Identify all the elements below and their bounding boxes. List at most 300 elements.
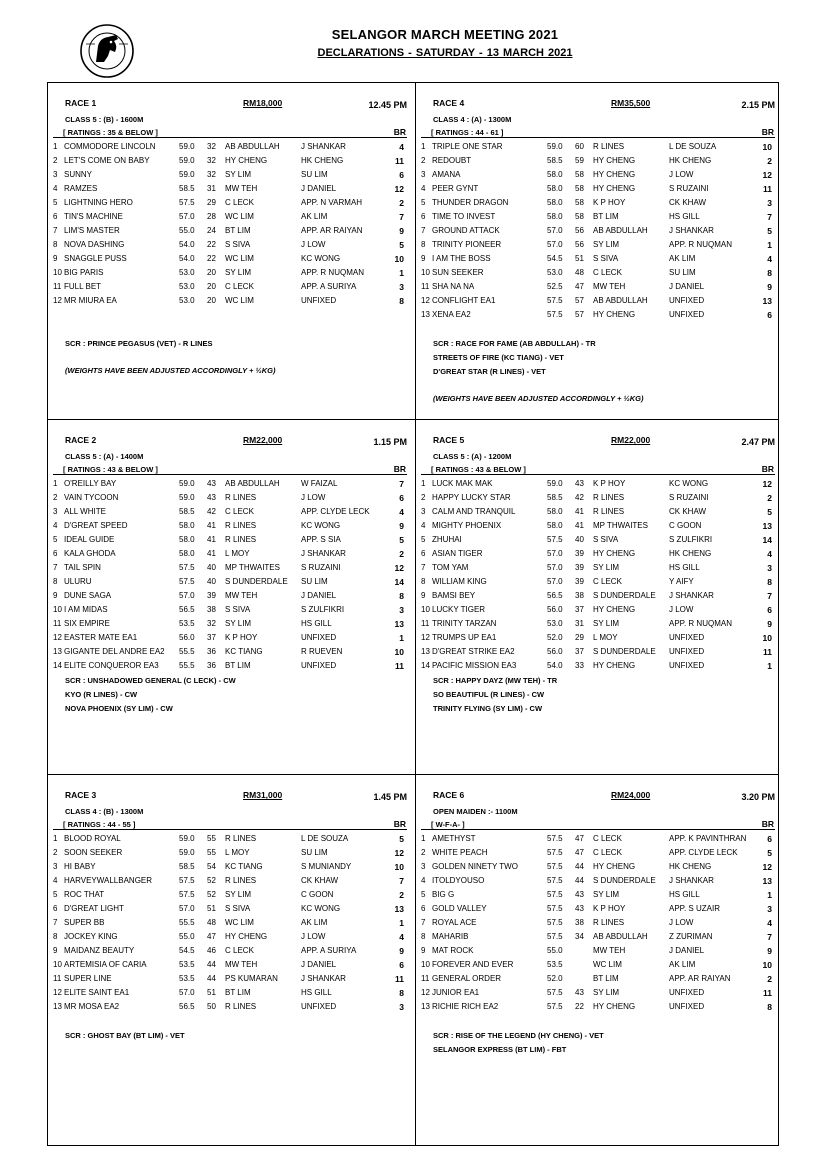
runner-row	[48, 575, 414, 589]
rating: 41	[207, 521, 216, 530]
jockey: AB ABDULLAH	[593, 296, 648, 305]
trainer: HS GILL	[669, 563, 700, 572]
trainer: HK CHENG	[669, 156, 712, 165]
jockey: SY LIM	[593, 240, 620, 249]
weight: 59.0	[179, 848, 195, 857]
jockey: SY LIM	[593, 563, 620, 572]
rating: 29	[207, 198, 216, 207]
barrier: 5	[399, 535, 404, 545]
jockey: R LINES	[225, 535, 257, 544]
runner-number: 3	[53, 862, 58, 871]
trainer: S RUZAINI	[669, 184, 709, 193]
horse-name: CALM AND TRANQUIL	[432, 507, 516, 516]
weight: 53.0	[547, 619, 563, 628]
trainer: J LOW	[301, 932, 326, 941]
trainer: KC WONG	[301, 904, 341, 913]
barrier: 4	[399, 142, 404, 152]
runner-row	[416, 224, 782, 238]
runner-row	[48, 860, 414, 874]
horse-name: THUNDER DRAGON	[432, 198, 509, 207]
runner-row	[48, 958, 414, 972]
scratching-note: SO BEAUTIFUL (R LINES) - CW	[433, 690, 545, 699]
club-logo	[72, 22, 142, 80]
horse-name: IDEAL GUIDE	[64, 535, 115, 544]
barrier: 13	[762, 876, 772, 886]
barrier: 6	[767, 834, 772, 844]
barrier: 14	[394, 577, 404, 587]
trainer: J SHANKAR	[669, 226, 714, 235]
trainer: L DE SOUZA	[669, 142, 717, 151]
horse-name: EASTER MATE EA1	[64, 633, 138, 642]
barrier-header: BR	[761, 464, 774, 474]
runner-row	[416, 930, 782, 944]
trainer: APP. R NUQMAN	[301, 268, 364, 277]
weight: 56.5	[179, 605, 195, 614]
jockey: BT LIM	[225, 661, 251, 670]
barrier: 5	[767, 226, 772, 236]
runner-row	[416, 252, 782, 266]
weight: 59.0	[179, 479, 195, 488]
jockey: HY CHENG	[593, 1002, 636, 1011]
barrier: 14	[762, 535, 772, 545]
page-subtitle: DECLARATIONS - SATURDAY - 13 MARCH 2021	[317, 47, 573, 59]
runner-number: 10	[421, 268, 430, 277]
trainer: UNFIXED	[301, 296, 337, 305]
scratching-note: (WEIGHTS HAVE BEEN ADJUSTED ACCORDINGLY + ½KG)	[65, 366, 276, 375]
horse-name: D'GREAT LIGHT	[64, 904, 124, 913]
jockey: AB ABDULLAH	[225, 142, 280, 151]
weight: 59.0	[547, 142, 563, 151]
barrier: 12	[394, 563, 404, 573]
weight: 53.5	[547, 960, 563, 969]
weight: 58.0	[547, 170, 563, 179]
horse-name: MR MIURA EA	[64, 296, 117, 305]
weight: 57.5	[547, 310, 563, 319]
jockey: C LECK	[225, 946, 254, 955]
weight: 59.0	[179, 142, 195, 151]
runner-row	[48, 888, 414, 902]
barrier-header: BR	[393, 819, 406, 829]
race-class: CLASS 5 : (A) - 1200M	[433, 452, 512, 461]
trainer: KC WONG	[301, 521, 341, 530]
weight: 58.0	[179, 521, 195, 530]
runner-row	[48, 902, 414, 916]
race-time: 1.45 PM	[373, 792, 407, 802]
runner-number: 6	[53, 549, 58, 558]
weight: 58.5	[179, 507, 195, 516]
jockey: L MOY	[593, 633, 618, 642]
runner-number: 11	[421, 282, 430, 291]
trainer: SU LIM	[301, 577, 328, 586]
weight: 55.5	[179, 661, 195, 670]
weight: 53.0	[547, 268, 563, 277]
horse-name: ROYAL ACE	[432, 918, 477, 927]
trainer: UNFIXED	[669, 310, 705, 319]
barrier: 9	[399, 226, 404, 236]
weight: 56.5	[179, 1002, 195, 1011]
rating: 37	[575, 647, 584, 656]
rating: 32	[207, 142, 216, 151]
race-name: RACE 6	[433, 790, 465, 800]
weight: 58.5	[547, 493, 563, 502]
runner-number: 7	[53, 918, 58, 927]
runner-row	[48, 617, 414, 631]
rating: 42	[575, 493, 584, 502]
rating: 56	[575, 240, 584, 249]
rating: 57	[575, 296, 584, 305]
runner-number: 13	[53, 1002, 62, 1011]
race-ratings: [ W-F-A- ]	[431, 820, 465, 829]
scratching-note: D'GREAT STAR (R LINES) - VET	[433, 367, 546, 376]
jockey: C LECK	[225, 507, 254, 516]
horse-name: LUCK MAK MAK	[432, 479, 493, 488]
trainer: J LOW	[301, 493, 326, 502]
weight: 53.0	[179, 282, 195, 291]
runner-number: 7	[53, 563, 58, 572]
trainer: UNFIXED	[301, 633, 337, 642]
barrier: 7	[767, 212, 772, 222]
runner-number: 9	[421, 946, 426, 955]
runner-row	[416, 631, 782, 645]
horse-name: FOREVER AND EVER	[432, 960, 514, 969]
rating: 20	[207, 268, 216, 277]
barrier: 7	[399, 479, 404, 489]
runner-number: 12	[421, 633, 430, 642]
horse-name: MAT ROCK	[432, 946, 474, 955]
runner-row	[416, 589, 782, 603]
weight: 57.5	[179, 890, 195, 899]
trainer: Z ZURIMAN	[669, 932, 713, 941]
jockey: KC TIANG	[225, 862, 263, 871]
barrier: 9	[399, 946, 404, 956]
weight: 58.0	[547, 198, 563, 207]
runner-number: 2	[53, 156, 58, 165]
runner-number: 11	[421, 619, 430, 628]
weight: 58.5	[179, 184, 195, 193]
trainer: KC WONG	[669, 479, 709, 488]
jockey: S SIVA	[225, 605, 251, 614]
jockey: S DUNDERDALE	[593, 647, 656, 656]
scratching-note: (WEIGHTS HAVE BEEN ADJUSTED ACCORDINGLY + ½KG)	[433, 394, 644, 403]
trainer: AK LIM	[301, 918, 328, 927]
runner-row	[48, 182, 414, 196]
horse-name: PEER GYNT	[432, 184, 479, 193]
horse-name: GOLD VALLEY	[432, 904, 487, 913]
horse-name: LIGHTNING HERO	[64, 198, 133, 207]
runner-number: 12	[421, 988, 430, 997]
jockey: L MOY	[225, 549, 250, 558]
weight: 59.0	[179, 834, 195, 843]
horse-name: SHA NA NA	[432, 282, 475, 291]
trainer: APP. AR RAIYAN	[301, 226, 363, 235]
jockey: K P HOY	[593, 479, 626, 488]
runner-number: 14	[421, 661, 430, 670]
runner-number: 13	[421, 1002, 430, 1011]
runner-row	[48, 533, 414, 547]
trainer: J SHANKAR	[301, 974, 346, 983]
barrier: 4	[399, 932, 404, 942]
jockey: R LINES	[225, 521, 257, 530]
trainer: Y AIFY	[669, 577, 694, 586]
horse-name: LUCKY TIGER	[432, 605, 486, 614]
barrier: 11	[395, 974, 404, 984]
runner-row	[416, 575, 782, 589]
weight: 57.5	[179, 563, 195, 572]
runner-row	[416, 561, 782, 575]
runner-number: 3	[421, 170, 426, 179]
trainer: UNFIXED	[301, 1002, 337, 1011]
header-rule	[421, 829, 775, 830]
barrier-header: BR	[393, 127, 406, 137]
runner-row	[48, 294, 414, 308]
runner-number: 3	[421, 507, 426, 516]
runner-number: 5	[421, 535, 426, 544]
trainer: UNFIXED	[669, 988, 705, 997]
trainer: APP. R NUQMAN	[669, 240, 732, 249]
race-ratings: [ RATINGS : 43 & BELOW ]	[63, 465, 158, 474]
weight: 57.5	[547, 876, 563, 885]
runner-number: 5	[421, 198, 426, 207]
barrier: 1	[767, 890, 772, 900]
jockey: HY CHENG	[593, 156, 636, 165]
rating: 40	[575, 535, 584, 544]
horse-name: SUNNY	[64, 170, 93, 179]
runner-number: 1	[421, 834, 426, 843]
runner-number: 2	[421, 493, 426, 502]
runner-row	[416, 547, 782, 561]
barrier: 3	[399, 1002, 404, 1012]
horse-name: MAHARIB	[432, 932, 469, 941]
barrier: 3	[767, 904, 772, 914]
barrier: 9	[767, 619, 772, 629]
runner-row	[48, 252, 414, 266]
horse-name: HI BABY	[64, 862, 96, 871]
trainer: L DE SOUZA	[301, 834, 349, 843]
rating: 38	[575, 918, 584, 927]
horse-name: REDOUBT	[432, 156, 472, 165]
trainer: AK LIM	[301, 212, 328, 221]
jockey: L MOY	[225, 848, 250, 857]
barrier: 8	[399, 591, 404, 601]
jockey: S DUNDERDALE	[593, 591, 656, 600]
runner-row	[48, 196, 414, 210]
runner-row	[48, 224, 414, 238]
barrier: 7	[767, 591, 772, 601]
rating: 55	[207, 848, 216, 857]
jockey: SY LIM	[593, 988, 620, 997]
race-ratings: [ RATINGS : 35 & BELOW ]	[63, 128, 158, 137]
barrier: 1	[399, 268, 404, 278]
weight: 57.5	[547, 890, 563, 899]
barrier: 13	[394, 619, 404, 629]
barrier: 3	[767, 563, 772, 573]
trainer: W FAIZAL	[301, 479, 338, 488]
horse-name: ARTEMISIA OF CARIA	[64, 960, 147, 969]
horse-name: MR MOSA EA2	[64, 1002, 120, 1011]
rating: 42	[207, 507, 216, 516]
weight: 55.5	[179, 918, 195, 927]
horse-name: WHITE PEACH	[432, 848, 488, 857]
runner-row	[416, 659, 782, 673]
jockey: C LECK	[593, 834, 622, 843]
runner-list	[48, 477, 414, 673]
rating: 44	[575, 862, 584, 871]
horse-name: ITOLDYOUSO	[432, 876, 485, 885]
jockey: AB ABDULLAH	[593, 932, 648, 941]
runner-row	[416, 902, 782, 916]
horse-name: GIGANTE DEL ANDRE EA2	[64, 647, 165, 656]
weight: 57.0	[179, 591, 195, 600]
runner-row	[416, 182, 782, 196]
trainer: AK LIM	[669, 960, 696, 969]
rating: 36	[207, 661, 216, 670]
runner-number: 4	[421, 521, 426, 530]
rating: 24	[207, 226, 216, 235]
weight: 58.0	[179, 549, 195, 558]
runner-number: 5	[53, 198, 58, 207]
horse-name: SUN SEEKER	[432, 268, 484, 277]
weight: 57.0	[547, 240, 563, 249]
race-panel	[48, 775, 414, 1129]
race-ratings: [ RATINGS : 44 - 55 ]	[63, 820, 136, 829]
weight: 53.5	[179, 974, 195, 983]
barrier: 4	[767, 254, 772, 264]
jockey: PS KUMARAN	[225, 974, 278, 983]
barrier: 6	[399, 960, 404, 970]
horse-name: TIME TO INVEST	[432, 212, 496, 221]
race-name: RACE 3	[65, 790, 97, 800]
trainer: CK KHAW	[669, 507, 707, 516]
rating: 39	[575, 563, 584, 572]
horse-name: JUNIOR EA1	[432, 988, 480, 997]
trainer: UNFIXED	[669, 661, 705, 670]
horse-name: TRINITY TARZAN	[432, 619, 497, 628]
trainer: CK KHAW	[301, 876, 339, 885]
runner-row	[48, 140, 414, 154]
horse-name: ALL WHITE	[64, 507, 106, 516]
horse-name: D'GREAT SPEED	[64, 521, 128, 530]
runner-number: 3	[53, 507, 58, 516]
race-ratings: [ RATINGS : 44 - 61 ]	[431, 128, 504, 137]
runner-number: 13	[421, 647, 430, 656]
runner-row	[48, 930, 414, 944]
scratching-note: KYO (R LINES) - CW	[65, 690, 138, 699]
jockey: S SIVA	[225, 904, 251, 913]
weight: 58.0	[179, 535, 195, 544]
trainer: HS GILL	[301, 619, 332, 628]
barrier: 9	[767, 282, 772, 292]
jockey: K P HOY	[225, 633, 258, 642]
rating: 28	[207, 212, 216, 221]
weight: 54.0	[547, 661, 563, 670]
trainer: APP. AR RAIYAN	[669, 974, 731, 983]
race-panel	[48, 420, 414, 774]
horse-name: COMMODORE LINCOLN	[64, 142, 156, 151]
trainer: J SHANKAR	[669, 591, 714, 600]
barrier: 9	[767, 946, 772, 956]
trainer: APP. S SIA	[301, 535, 341, 544]
runner-row	[48, 659, 414, 673]
trainer: APP. CLYDE LECK	[669, 848, 738, 857]
race-ratings: [ RATINGS : 43 & BELOW ]	[431, 465, 526, 474]
runner-number: 7	[421, 226, 426, 235]
runner-number: 9	[421, 591, 426, 600]
jockey: HY CHENG	[225, 932, 268, 941]
runner-number: 6	[421, 904, 426, 913]
weight: 56.5	[547, 591, 563, 600]
rating: 44	[207, 960, 216, 969]
barrier: 8	[399, 296, 404, 306]
rating: 41	[207, 549, 216, 558]
horse-name: BLOOD ROYAL	[64, 834, 121, 843]
runner-list	[48, 832, 414, 1014]
rating: 38	[575, 591, 584, 600]
runner-number: 1	[53, 142, 58, 151]
weight: 54.5	[547, 254, 563, 263]
barrier: 11	[763, 988, 772, 998]
runner-number: 9	[53, 946, 58, 955]
weight: 58.0	[547, 521, 563, 530]
rating: 50	[207, 1002, 216, 1011]
rating: 52	[207, 876, 216, 885]
race-name: RACE 4	[433, 98, 465, 108]
race-notes	[65, 674, 236, 716]
runner-number: 3	[421, 862, 426, 871]
jockey: R LINES	[593, 918, 625, 927]
race-prize: RM18,000	[243, 98, 283, 108]
barrier: 10	[394, 647, 404, 657]
weight: 57.5	[547, 848, 563, 857]
trainer: AK LIM	[669, 254, 696, 263]
trainer: J LOW	[669, 918, 694, 927]
trainer: J SHANKAR	[669, 876, 714, 885]
runner-number: 11	[421, 974, 430, 983]
runner-row	[416, 491, 782, 505]
trainer: C GOON	[301, 890, 334, 899]
runner-row	[416, 140, 782, 154]
runner-list	[48, 140, 414, 308]
jockey: AB ABDULLAH	[593, 226, 648, 235]
barrier: 4	[399, 507, 404, 517]
barrier: 6	[767, 605, 772, 615]
weight: 57.5	[547, 535, 563, 544]
barrier: 13	[394, 904, 404, 914]
horse-name: BIG G	[432, 890, 455, 899]
jockey: MW TEH	[593, 282, 626, 291]
runner-row	[416, 1000, 782, 1014]
rating: 47	[207, 932, 216, 941]
barrier: 1	[399, 918, 404, 928]
jockey: C LECK	[225, 198, 254, 207]
runner-list	[416, 477, 782, 673]
horse-name: XENA EA2	[432, 310, 471, 319]
rating: 31	[207, 184, 216, 193]
barrier: 9	[399, 521, 404, 531]
runner-row	[416, 533, 782, 547]
rating: 47	[575, 282, 584, 291]
runner-list	[416, 832, 782, 1014]
horse-name: PACIFIC MISSION EA3	[432, 661, 517, 670]
jockey: SY LIM	[225, 619, 252, 628]
barrier: 3	[399, 282, 404, 292]
runner-number: 4	[53, 184, 58, 193]
horse-name: GOLDEN NINETY TWO	[432, 862, 518, 871]
weight: 57.0	[547, 226, 563, 235]
jockey: WC LIM	[593, 960, 622, 969]
jockey: HY CHENG	[593, 310, 636, 319]
horse-name: HAPPY LUCKY STAR	[432, 493, 511, 502]
weight: 53.5	[179, 619, 195, 628]
